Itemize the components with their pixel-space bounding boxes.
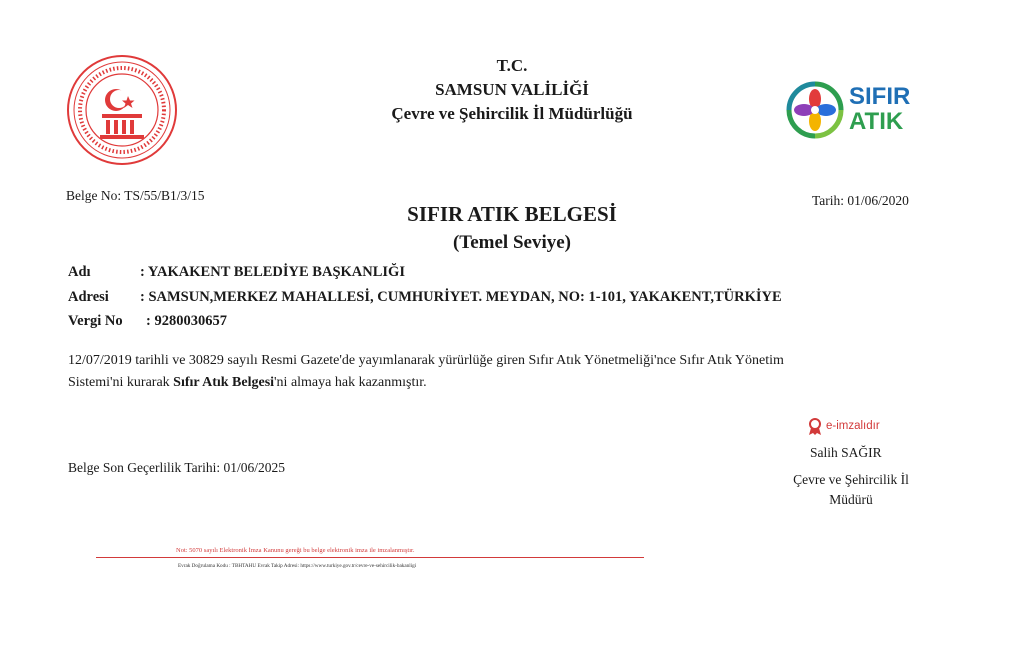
header-line-2: SAMSUN VALİLİĞİ (435, 80, 589, 99)
e-signature-label: e-imzalıdır (826, 420, 880, 432)
document-date: Tarih: 01/06/2020 (812, 193, 909, 208)
field-value-tax-no: : 9280030657 (146, 313, 227, 329)
sifir-atik-logo (785, 78, 925, 142)
body-line-2 (68, 372, 948, 394)
flower-recycle-icon (785, 80, 845, 140)
footer-divider (96, 557, 644, 558)
certificate-title: SIFIR ATIK BELGESİ (407, 202, 617, 226)
header-line-1: T.C. (496, 56, 528, 75)
header-line-3: Çevre ve Şehircilik İl Müdürlüğü (391, 104, 633, 123)
logo-word-2: ATIK (849, 108, 904, 135)
field-label-tax-no: Vergi No (68, 313, 123, 329)
certificate-subtitle: (Temel Seviye) (452, 232, 572, 253)
signer-title-line-2: Müdürü (829, 492, 873, 507)
field-value-address: : SAMSUN,MERKEZ MAHALLESİ, CUMHURİYET. MEYDAN, NO: 1-101, YAKAKENT,TÜRKİYE (140, 289, 782, 305)
body-line-1: 12/07/2019 tarihli ve 30829 sayılı Resmi Gazete'de yayımlanarak yürürlüğe giren Sıfır Atık Yönetmeliği'nce Sıfır Atık Yönetim (68, 353, 784, 368)
field-label-name: Adı (68, 264, 91, 280)
signer-title-line-1: Çevre ve Şehircilik İl (793, 472, 909, 487)
footer-legal-note: Not: 5070 sayılı Elektronik İmza Kanunu gereği bu belge elektronik imza ile imzalanmıştır. (176, 547, 415, 554)
body-paragraph (68, 350, 948, 394)
logo-word-1: SIFIR (849, 83, 911, 110)
validity-date: Belge Son Geçerlilik Tarihi: 01/06/2025 (68, 460, 286, 475)
field-label-address: Adresi (68, 289, 109, 305)
document-number: Belge No: TS/55/B1/3/15 (66, 188, 205, 203)
body-line-2-bold: Sıfır Atık Belgesi (173, 375, 275, 390)
footer-verification: Evrak Doğrulama Kodu : TBHTAHU Evrak Takip Adresi: https://www.turkiye.gov.tr/cevre-ve-sehircilik-bakanligi (178, 563, 417, 569)
field-value-name: : YAKAKENT BELEDİYE BAŞKANLIĞI (140, 264, 405, 280)
body-line-2-end: 'ni almaya hak kazanmıştır. (274, 375, 427, 390)
ribbon-award-icon (808, 418, 822, 436)
signer-name: Salih SAĞIR (810, 445, 882, 460)
body-line-2-start: Sistemi'ni kurarak (68, 375, 174, 390)
